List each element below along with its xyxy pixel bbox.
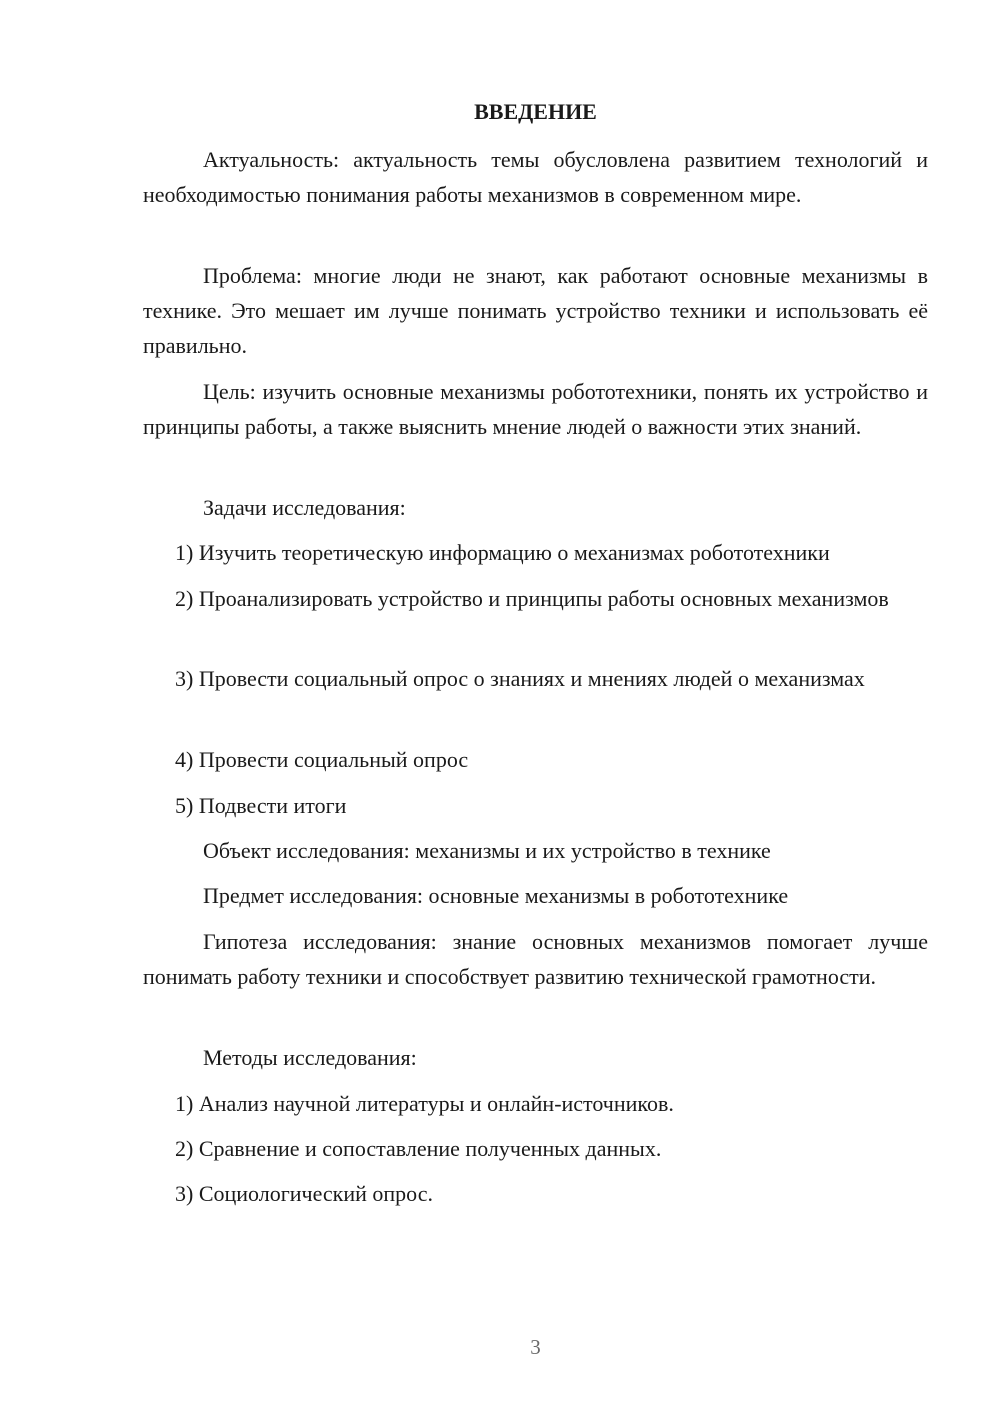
task-item-5: 5) Подвести итоги [175, 793, 347, 818]
paragraph-problem: Проблема: многие люди не знают, как работают основные механизмы в технике. Это мешает им лучше понимать устройство техники и использовать её правильно. [143, 263, 928, 358]
paragraph-hypothesis: Гипотеза исследования: знание основных механизмов помогает лучше понимать работу техники и способствует развитию технической грамотности. [143, 929, 928, 989]
paragraph-goal: Цель: изучить основные механизмы робототехники, понять их устройство и принципы работы, а также выяснить мнение людей о важности этих знаний. [143, 379, 928, 439]
page-title: ВВЕДЕНИЕ [474, 99, 597, 124]
paragraph-object: Объект исследования: механизмы и их устройство в технике [203, 838, 771, 863]
task-item-1: 1) Изучить теоретическую информацию о механизмах робототехники [175, 540, 830, 565]
page-number: 3 [530, 1335, 541, 1359]
task-item-3: 3) Провести социальный опрос о знаниях и мнениях людей о механизмах [175, 666, 865, 691]
task-item-4: 4) Провести социальный опрос [175, 747, 469, 772]
methods-heading: Методы исследования: [203, 1045, 417, 1070]
method-item-1: 1) Анализ научной литературы и онлайн-источников. [175, 1091, 674, 1116]
task-item-2: 2) Проанализировать устройство и принципы работы основных механизмов [175, 586, 889, 611]
paragraph-relevance: Актуальность: актуальность темы обусловлена развитием технологий и необходимостью понимания работы механизмов в современном мире. [143, 147, 928, 207]
paragraph-subject: Предмет исследования: основные механизмы в робототехнике [203, 883, 789, 908]
method-item-3: 3) Социологический опрос. [175, 1181, 433, 1206]
tasks-heading: Задачи исследования: [203, 495, 406, 520]
method-item-2: 2) Сравнение и сопоставление полученных данных. [175, 1136, 662, 1161]
